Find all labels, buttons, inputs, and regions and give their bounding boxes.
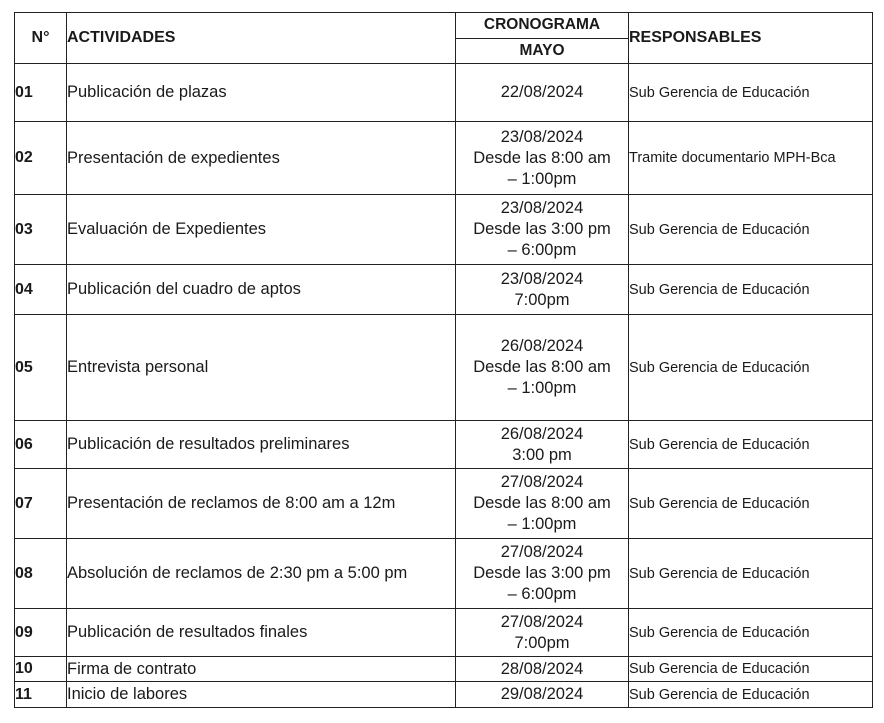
table-row: [15, 122, 873, 195]
row-number: 01: [15, 64, 67, 122]
row-activity: Publicación de resultados finales: [67, 609, 456, 657]
date-line: 28/08/2024: [500, 659, 584, 678]
date-line: 27/08/2024: [500, 612, 584, 631]
date-line: 23/08/2024: [500, 269, 584, 288]
table-row: [15, 421, 873, 469]
table-row: [15, 539, 873, 609]
date-line: 27/08/2024: [500, 473, 584, 491]
row-date: [456, 265, 629, 315]
row-responsible: Sub Gerencia de Educación: [629, 609, 873, 657]
row-date: [456, 682, 629, 708]
row-responsible: Sub Gerencia de Educación: [629, 682, 873, 708]
date-line: – 6:00pm: [507, 585, 577, 603]
header-month: MAYO: [456, 38, 629, 64]
date-line: Desde las 8:00 am: [473, 358, 611, 376]
row-number: 10: [15, 657, 67, 682]
header-responsible: RESPONSABLES: [629, 13, 873, 64]
row-date: [456, 421, 629, 469]
date-line: Desde las 8:00 am: [473, 148, 611, 167]
row-responsible: Sub Gerencia de Educación: [629, 657, 873, 682]
row-activity: Inicio de labores: [67, 682, 456, 708]
table-row: [15, 265, 873, 315]
date-line: 7:00pm: [514, 290, 570, 309]
row-number: 03: [15, 195, 67, 265]
row-activity: Evaluación de Expedientes: [67, 195, 456, 265]
date-line: 22/08/2024: [500, 83, 584, 101]
row-activity: Publicación de plazas: [67, 64, 456, 122]
row-activity: Absolución de reclamos de 2:30 pm a 5:00 pm: [67, 539, 456, 609]
schedule-table: [14, 12, 873, 708]
row-number: 08: [15, 539, 67, 609]
table-row: [15, 195, 873, 265]
row-number: 06: [15, 421, 67, 469]
date-line: 29/08/2024: [500, 685, 584, 703]
date-line: 3:00 pm: [512, 445, 572, 464]
row-number: 05: [15, 315, 67, 421]
row-activity: Presentación de reclamos de 8:00 am a 12m: [67, 469, 456, 539]
table-row: [15, 64, 873, 122]
row-responsible: Sub Gerencia de Educación: [629, 195, 873, 265]
row-date: [456, 609, 629, 657]
row-activity: Presentación de expedientes: [67, 122, 456, 195]
date-line: 23/08/2024: [500, 199, 584, 217]
header-activities: ACTIVIDADES: [67, 13, 456, 64]
row-activity: Publicación del cuadro de aptos: [67, 265, 456, 315]
row-responsible: Sub Gerencia de Educación: [629, 315, 873, 421]
row-responsible: Sub Gerencia de Educación: [629, 469, 873, 539]
row-activity: Entrevista personal: [67, 315, 456, 421]
table-row: [15, 469, 873, 539]
table-row: [15, 682, 873, 708]
row-date: [456, 657, 629, 682]
row-date: [456, 64, 629, 122]
row-responsible: Tramite documentario MPH-Bca: [629, 122, 873, 195]
date-line: – 1:00pm: [507, 169, 577, 188]
date-line: Desde las 3:00 pm: [473, 220, 611, 238]
date-line: – 1:00pm: [507, 515, 577, 533]
row-number: 04: [15, 265, 67, 315]
date-line: – 1:00pm: [507, 379, 577, 397]
table-row: [15, 315, 873, 421]
row-date: [456, 315, 629, 421]
date-line: 7:00pm: [514, 633, 570, 652]
row-responsible: Sub Gerencia de Educación: [629, 539, 873, 609]
date-line: Desde las 3:00 pm: [473, 564, 611, 582]
header-number: N°: [15, 13, 67, 64]
row-responsible: Sub Gerencia de Educación: [629, 64, 873, 122]
table-row: [15, 609, 873, 657]
schedule-rows: [15, 64, 873, 708]
date-line: 26/08/2024: [500, 424, 584, 443]
row-responsible: Sub Gerencia de Educación: [629, 421, 873, 469]
row-number: 11: [15, 682, 67, 708]
row-date: [456, 469, 629, 539]
date-line: 26/08/2024: [500, 337, 584, 355]
date-line: – 6:00pm: [507, 241, 577, 259]
row-date: [456, 539, 629, 609]
row-activity: Firma de contrato: [67, 657, 456, 682]
table-row: [15, 657, 873, 682]
row-date: [456, 195, 629, 265]
header-schedule: CRONOGRAMA: [456, 13, 629, 39]
row-number: 09: [15, 609, 67, 657]
row-date: [456, 122, 629, 195]
row-number: 07: [15, 469, 67, 539]
date-line: Desde las 8:00 am: [473, 494, 611, 512]
row-number: 02: [15, 122, 67, 195]
date-line: 27/08/2024: [500, 543, 584, 561]
row-responsible: Sub Gerencia de Educación: [629, 265, 873, 315]
date-line: 23/08/2024: [500, 127, 584, 146]
row-activity: Publicación de resultados preliminares: [67, 421, 456, 469]
